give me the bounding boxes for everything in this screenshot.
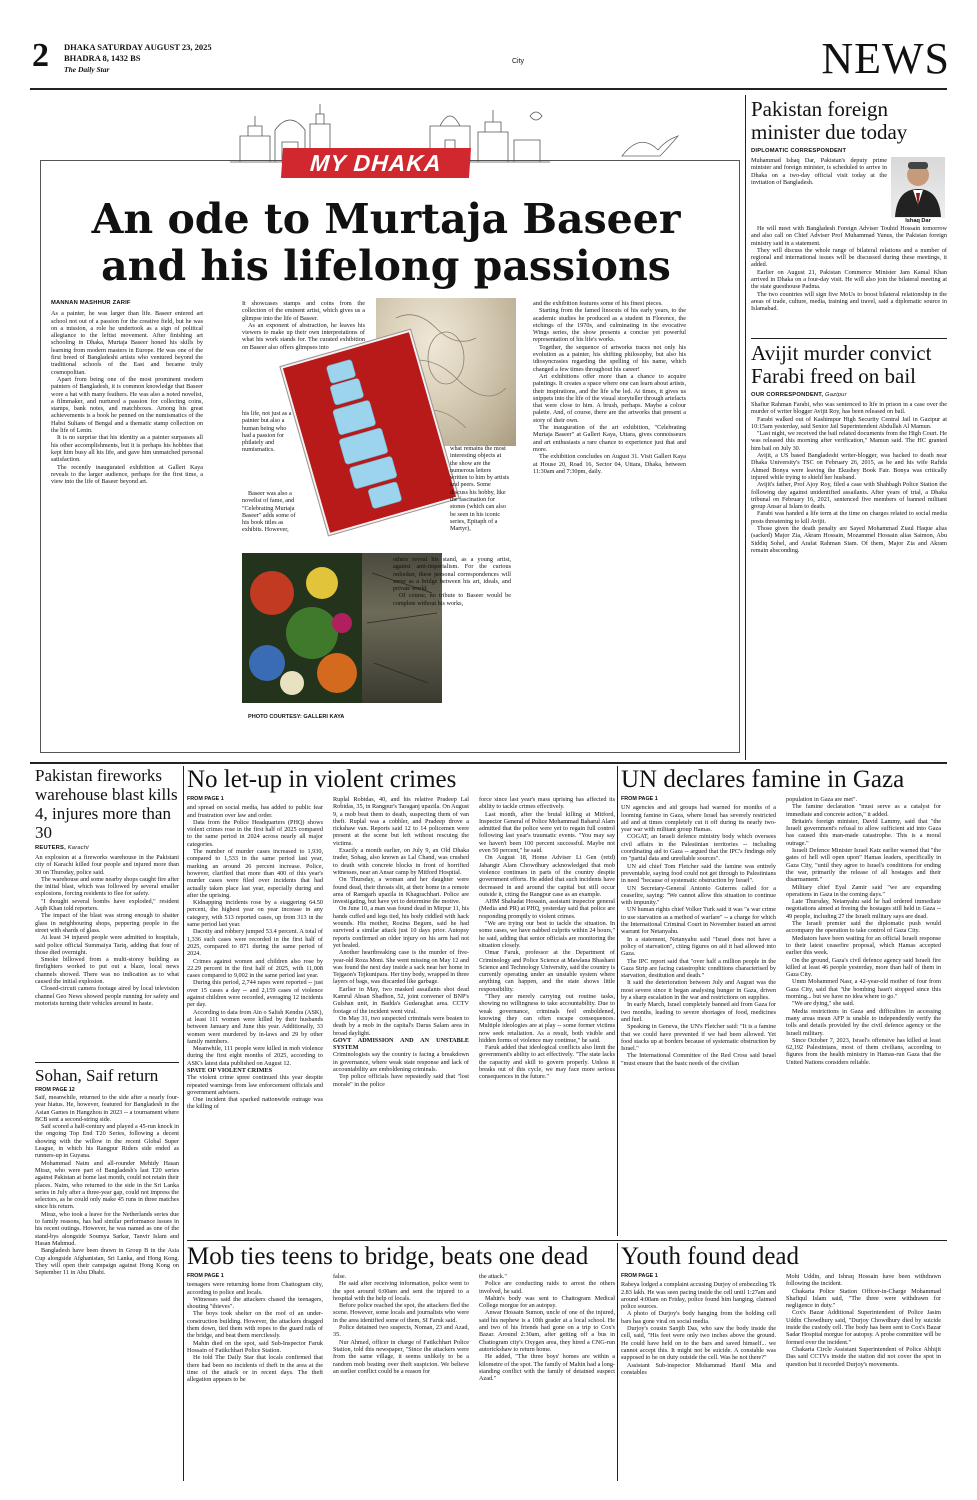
gaza-from: FROM PAGE 1 (621, 796, 658, 802)
gaza-story (621, 766, 947, 1236)
mid-page-rule (30, 762, 947, 764)
paragraph: "We are trying our best to tackle the situation. In some cases, we have nabbed culprits within 24 hours," he said, adding that senior officials are monitoring the situation closely. (479, 920, 615, 949)
paragraph: Before police reached the spot, the attackers fled the scene. However, some locals and journalists who were in the area identified some of them, SI Faruk said. (333, 1302, 469, 1324)
photo-caption: Ishaq Dar (891, 218, 945, 225)
paragraph: Avijit's father, Prof Ajoy Roy, filed a case with Shahbagh Police Station the following day against unidentified assailants. After years of trial, a Dhaka tribunal on February 16, 2021, sentenced five members of banned militant group Ansar al Islam to death. (751, 481, 947, 511)
paragraph: Last month, after the brutal killing at Mitford, Inspector General of Police Mohammad Baharul Alam admitted that the police were yet to regain full control following last year's traumatic events. "You may say we haven't been 100 percent successful. Maybe not even 50 percent," he said. (479, 810, 615, 855)
paragraph: In early March, Israel completely banned aid from Gaza for two months, leading to severe shortages of food, medicines and fuel. (621, 1001, 776, 1023)
paragraph: On June 10, a man was found dead in Mirpur 11, his hands cuffed and legs tied, his body riddled with hack wounds. His mother, Rozina Begum, said he had survived a similar attack just 10 days prior. Autopsy reports confirmed an older injury on his arm had not yet healed. (333, 905, 469, 949)
masthead-rule (30, 88, 947, 90)
paragraph: Mahin died on the spot, said Sub-Inspector Faruk Hossain of Fatikchhari Police Station. (187, 1339, 323, 1354)
paragraph: One incident that sparked nationwide outrage was the killing of (187, 1096, 323, 1111)
paragraph: Police detained two suspects, Noman, 23 and Azad, 35. (333, 1324, 469, 1339)
paragraph: The IPC report said that "over half a million people in the Gaza Strip are facing catastrophic conditions characterised by starvation, destitution and death." (621, 957, 776, 980)
paragraph: On the ground, Gaza's civil defence agency said Israeli fire killed at least 46 people yesterday, more than half of them in Gaza City. (786, 956, 941, 979)
paragraph: Criminologists say the country is facing a breakdown in governance, where weak state response and lack of accountability are emboldening criminals. (333, 1051, 469, 1073)
feature-col1 (51, 300, 203, 744)
paragraph: Nur Ahmed, officer in charge of Fatikchhari Police Station, told this newspaper, "Since the attackers were from the same village, it seems unlikely to be a random mob beating over theft suspicion. We believe an earlier conflict could be a reason for (333, 1338, 469, 1375)
paragraph: Assistant Sub-inspector Mohammad Hanif Mia and constables (621, 1361, 776, 1376)
youth-headline: Youth found dead (621, 1243, 800, 1270)
paragraph: At least 34 injured people were admitted to hospitals, said police official Summaiya Tariq, adding that four of those died overnight. (35, 934, 179, 956)
paragraph: Farabi was handed a life term at the time on charges related to social media posts threatening to kill Avijit. (751, 510, 947, 525)
paragraph: He said after receiving information, police went to the spot around 6:00am and sent the injured to a hospital with the help of locals. (333, 1280, 469, 1302)
paragraph: Together, the sequence of artworks traces not only his evolution as a painter, his shifting philosophy, but also his idiosyncrasies regarding the spelling of his name, which changed a few times throughout his career! (533, 343, 686, 373)
masthead (30, 40, 950, 86)
rail-divider (751, 338, 947, 339)
paragraph: The famine declaration "must serve as a catalyst for immediate and concrete action," it added. (786, 803, 941, 818)
feature-col2-bottom (242, 490, 300, 550)
bangla-date: BHADRA 8, 1432 BS (64, 53, 141, 63)
paragraph: Saif, meanwhile, returned to the side after a nearly four-year hiatus. He, however, featured for Bangladesh in the Asian Games in Hangzhou in 2023 -- a tournament where BCB sent a second-string side. (35, 1094, 179, 1123)
paragraph: The recently inaugurated exhibition at Galleri Kaya reveals to the larger audience, perhaps for the first time, a view into the life of Baseer beyond art. (51, 463, 203, 486)
subhead: GOVT ADMISSION AND AN UNSTABLE SYSTEM (333, 1036, 469, 1052)
paragraph: The number of murder cases increased to 1,930, compared to 1,533 in the same period last year, marking an around 26 percent increase. Police, however, clarified that more than 400 of this year's murder cases were filed over incidents that had actually taken place last year, especially during and after the uprising. (187, 848, 323, 899)
karachi-byline-place: Karachi (67, 845, 89, 851)
mob-col2 (333, 1273, 469, 1383)
paragraph: Durjoy's cousin Sanjib Das, who saw the body inside the cell, said, "His feet were only two inches above the ground. He could have held on to the bars and saved himself... we cannot accept this. It might not be suicide. A constable was supposed to be on duty outside the cell. Was he not there?" (621, 1325, 776, 1362)
paragraph: Dacoity and robbery jumped 53.4 percent. A total of 1,336 such cases were recorded in the first half of 2025, compared to 871 during the same period of 2024. (187, 928, 323, 958)
paragraph: As a painter, he was larger than life. Baseer entered art school not out of a passion for the creative field, but he was on a mission, a role he undertook as a sign of political allegiance to the leftist movement. After finishing art schooling in Dhaka, Murtaja Baseer honed his skills by learning from modern masters in Europe. He was one of the first breed of Bangladeshi artists who ventured beyond the traditional schools of the East and became truly cosmopolitan. (51, 310, 203, 376)
paragraph: Britain's foreign minister, David Lammy, said that "the Israeli government's refusal to allow sufficient aid into Gaza has caused this man-made catastrophe. This is a moral outrage." (786, 817, 941, 847)
paragraph: Kidnapping incidents rose by a staggering 64.50 percent, the highest year on year increase in any category, with 513 reported cases, up from 313 in the same period last year. (187, 899, 323, 929)
paragraph: Starting from the famed linocuts of his early years, to the academic studies he produced as a student in Florence, the etchings of the 1970s, and culminating in the evocative Wings series, the show presents a concise yet powerful representation of his life's works. (533, 307, 686, 344)
paragraph: The warehouse and some nearby shops caught fire after the initial blast, which was followed by several smaller explosions, forcing residents to flee for safety. (35, 875, 179, 898)
paragraph: Avijit, a US based Bangladeshi writer-blogger, was hacked to death near Dhaka University's TSC on February 26, 2015, as he and his wife Rafida Ahmed Bonya were leaving the Ekushey Book Fair. Bonya was critically injured while trying to shield her husband. (751, 452, 947, 481)
karachi-story (35, 766, 179, 1056)
paragraph: The exhibition concludes on August 31. Visit Galleri Kaya at House 20, Road 16, Sector 04, Uttara, Dhaka, between 11:30am and 7:30pm, daily. (533, 453, 686, 475)
paragraph: "They are merely carrying out routine tasks, showing no willingness to take accountability. Due to weak governance, criminals feel emboldened, knowing they can often escape consequences. Multiple ideologies are at play -- some former victims now seek retaliation. As a result, both visible and hidden forms of violence may continue," he said. (479, 993, 615, 1044)
left-col-rule (183, 766, 184, 1481)
paragraph: Speaking in Geneva, the UN's Fletcher said: "It is a famine that we could have prevented if we had been allowed. Yet food stacks up at borders because of systematic obstruction by Israel." (621, 1023, 776, 1053)
feature-byline: MANNAN MASHHUR ZARIF (51, 300, 131, 306)
paragraph: Mohammad Naim and all-rounder Mehidy Hasan Miraz, who were part of Bangladesh's last T20 series against Pakistan at home last month, could not retain their places. Naim, who returned to the side in the Sri Lanka series in July after a three-year gap, could not impress the selectors, as he could only make 45 runs in three matches since his return. (35, 1159, 179, 1211)
youth-col1 (621, 1273, 776, 1376)
paragraph: According to data from Ain o Salish Kendra (ASK), at least 111 women were killed by their husbands between January and June this year. Additionally, 33 women were murdered by in-laws and 29 by other family members. (187, 1008, 323, 1045)
paragraph: Anwar Hossain Sumon, uncle of one of the injured, said his nephew is a 10th grader at a local school. He and two of his friends had gone on a trip to Cox's Bazar. Around 2:30am, after getting off a bus in Chattogram city's Oxygen area, they hired a CNG-run autorickshaw to return home. (479, 1309, 615, 1353)
paragraph: Israeli Defence Minister Israel Katz earlier warned that "the gates of hell will open upon" Hamas leaders, specifically in Gaza City, "until they agree to Israel's conditions for ending the war, primarily the release of all hostages and their disarmament." (786, 847, 941, 884)
feature-col4 (533, 300, 686, 744)
youth-from: FROM PAGE 1 (621, 1273, 658, 1279)
avijit-byline-place: Gazipur (825, 392, 847, 398)
paragraph: COGAT, an Israeli defence ministry body which oversees civil affairs in the Palestinian territories -- including coordinating aid to Gaza -- argued that the IPC's findings rely on "partial data and unreliable sources". (621, 833, 776, 863)
paragraph: Mohi Uddin, and Ishraq Hossain have been withdrawn following the incident. (786, 1273, 941, 1288)
paragraph: It said the deterioration between July and August was the most severe since it began analysing hunger in Gaza, driven by a sharp escalation in the war and restrictions on supplies. (621, 979, 776, 1002)
paragraph: On May 31, two suspected criminals were beaten to death by a mob in the capital's Darus Salam area in broad daylight. (333, 1014, 469, 1037)
paragraph: Miraz, who took a leave for the Netherlands series due to family reasons, has had similar performance issues in his recent outings. However, he was named as one of the stand-bys alongside Soumya Sarkar, Tanvir Islam and Hasan Mahmud. (35, 1210, 179, 1247)
paragraph: the attack." (479, 1273, 507, 1280)
paragraph: others reveal his stand, as a young artist, against anti-imperialism. For the curious onlooker, these personal correspondences will serve as a bridge between his art, ideals, and private world. (393, 556, 511, 593)
paragraph: The impact of the blast was strong enough to shatter glass in neighbouring shops, peppering people in the street with shards of glass. (35, 912, 179, 934)
paragraph: "We are dying," she said. (792, 1000, 855, 1008)
paragraph: Cox's Bazar Additional Superintendent of Police Jasim Uddin Chowdhury said, "Durjoy Chowdhury died by suicide inside the custody cell. The body has been sent to Cox's Bazar Sadar Hospital morgue for autopsy. A probe committee will be formed over the incident." (786, 1309, 941, 1346)
paragraph: UN aid chief Tom Fletcher said the famine was entirely preventable, saying food could not get through to Palestinians in need "because of systematic obstruction by Israel". (621, 862, 776, 885)
crimes-col2 (333, 796, 469, 1111)
right-rail-rule (745, 95, 746, 760)
paragraph: Police are conducting raids to arrest the others involved, he said. (479, 1280, 615, 1295)
avijit-byline: OUR CORRESPONDENT, (751, 392, 824, 398)
paragraph: Those given the death penalty are Sayed Mohammad Ziaul Haque alias (sacked) Major Zia, Akram Hossain, Mozammel Hossain alias Saimon, Abu Siddiq Sohel, and Arafat Rahman Siam. Of them, Major Zia and Akram remain absconding. (751, 525, 947, 554)
paragraph: Meanwhile, 111 people were killed in mob violence during the first eight months of 2025, according to ASK's latest data published on August 12. (187, 1045, 323, 1067)
paragraph: Farabi walked out of Kashimpur High Security Central Jail in Gazipur at 10:15am yesterday, said Senior Jail Superintendent Abdullah Al Mamun. (751, 415, 947, 430)
paragraph: Ruplal Robidas, 40, and his relative Pradeep Lal Robidas, 35, in Rangpur's Taraganj upazila. On August 9, a mob beat them to death, suspecting them of van theft. Ruplal was a cobbler, and Pradeep drove a rickshaw van. Reports said 12 to 14 policemen were present at the scene but left without rescuing the victims. (333, 796, 469, 847)
paragraph: Apart from being one of the most prominent modern painters of Bangladesh, it is common knowledge that Baseer wore a hat with many feathers. He was also a noted novelist, a filmmaker, and nurtured a passion for collecting coins, stamps, bank notes, and matchboxes. Among his great achievements is a book he penned on the numismatics of the Habsi Sultans of Bengal and a thematic stamp collection on the life of Lenin. (51, 375, 203, 435)
paragraph: The inauguration of the art exhibition, "Celebrating Murtaja Baseer" at Galleri Kaya, Uttara, gives connoisseurs and art enthusiasts a rare chance to experience just that and more. (533, 424, 686, 453)
mob-headline: Mob ties teens to bridge, beats one dead (187, 1243, 589, 1270)
paragraph: Earlier in May, two masked assailants shot dead Kamrul Ahsan Shadhon, 52, joint convener of BNP's Gulshan unit, in Badda's Gudaraghat area. CCTV footage of the incident went viral. (333, 985, 469, 1015)
paragraph: Chakaria Police Station Officer-in-Charge Mohammad Shafiqul Islam said, "The three were withdrawn for negligence in duty." (786, 1287, 941, 1310)
paragraph: Rabeya lodged a complaint accusing Durjoy of embezzling Tk 2.83 lakh. He was seen pacing inside the cell until 1:27am and around 4:00am on Friday, police found him hanging, claimed police sources. (621, 1281, 776, 1311)
date-line: DHAKA SATURDAY AUGUST 23, 2025 (64, 42, 212, 52)
crimes-story (187, 766, 615, 1236)
paragraph: Chakaria Circle Assistant Superintendent of Police Abhijit Das said CCTVs inside the station did not cover the spot in question but it recorded Durjoy's movements. (786, 1345, 941, 1368)
feature-col2-narrow (242, 410, 294, 490)
pakistan-fm-headline: Pakistan foreign minister due today (751, 98, 908, 144)
paragraph: and the exhibition features some of his finest pieces. (533, 300, 663, 307)
gaza-col2 (786, 796, 941, 1067)
paragraph: UN Secretary-General Antonio Guterres called for a ceasefire, saying: "We cannot allow this situation to continue with impunity." (621, 884, 776, 907)
paragraph: Mahin's body was sent to Chattogram Medical College morgue for an autopsy. (479, 1294, 615, 1310)
paragraph: He added, "The three boys' homes are within a kilometre of the spot. The family of Mahin had a long-standing conflict with the family of detained suspect Azad." (479, 1353, 615, 1383)
sohan-from: FROM PAGE 12 (35, 1087, 75, 1093)
paragraph: Closed-circuit camera footage aired by local television channel Geo News showed people running for safety and motorists turning their vehicles around in haste. (35, 985, 179, 1007)
paragraph: Mediators have been waiting for an official Israeli response to their latest ceasefire proposal, which Hamas accepted earlier this week. (786, 934, 941, 957)
paragraph: false. (333, 1273, 347, 1280)
paragraph: In a statement, Netanyahu said "Israel does not have a policy of starvation", citing figures on aid it had allowed into Gaza. (621, 935, 776, 958)
paragraph: teenagers were returning home from Chattogram city, according to police and locals. (187, 1281, 323, 1296)
youth-col2 (786, 1273, 941, 1376)
paragraph: Media restrictions in Gaza and difficulties in accessing many areas mean AFP is unable to independently verify the tolls and details provided by the civil defence agency or the Israeli military. (786, 1007, 941, 1037)
paragraph: Data from the Police Headquarters (PHQ) shows violent crimes rose in the first half of 2025 compared to the same period in 2024 across nearly all major categories. (187, 818, 323, 848)
paragraph: UN human rights chief Volker Turk said it was "a war crime to use starvation as a method of warfare" -- a charge for which the International Criminal Court in November issued an arrest warrant for Netanyahu. (621, 906, 776, 936)
paper-name: The Daily Star (64, 65, 110, 74)
feature-banner-text: MY DHAKA (309, 150, 443, 176)
paragraph: AHM Shahadat Hossain, assistant inspector general (Media and PR) at PHQ, yesterday said that police are responding promptly to violent crimes. (479, 898, 615, 920)
crimes-gaza-rule (617, 766, 618, 1236)
karachi-divider (35, 1062, 179, 1063)
paragraph: It showcases stamps and coins from the collection of the eminent artist, which gives us a glimpse into the life of Baseer. (242, 300, 365, 322)
crimes-col1 (187, 796, 323, 1111)
lower-rule (187, 1240, 947, 1241)
paragraph: Top police officials have repeatedly said that "lost morale" in the police (333, 1073, 469, 1088)
paragraph: During this period, 2,744 rapes were reported -- just over 15 cases a day -- and 2,159 cases of violence against children were recorded, averaging 12 incidents per day. (187, 979, 323, 1009)
paragraph: As an exponent of abstraction, he leaves his viewers to make up their own interpretations of what his work stands for. The curated exhibition on Baseer also offers glimpses into (242, 321, 365, 351)
sohan-story (35, 1066, 179, 1481)
paragraph: Faruk added that ideological conflicts also limit the government's ability to act effectively. "The state lacks the capacity and skill to govern properly. Unless it breaks out of this cycle, we may face more serious consequences in the future." (479, 1044, 615, 1081)
paragraph: Smoke billowed from a multi-storey building as firefighters worked to put out a blaze, local news channels showed. There was no indication as to what caused the initial explosion. (35, 956, 179, 986)
paragraph: force since last year's mass uprising has affected its ability to tackle crimes effectively. (479, 796, 615, 811)
paragraph: what remains the most interesting objects at the show are the numerous letters written to him by artists and peers. Some discuss his hobby, like the fascination for stones (which can also be seen in his iconic series, Epitaph of a Martyr), (450, 445, 510, 533)
crimes-from: FROM PAGE 1 (187, 796, 224, 802)
paragraph: On Thursday, a woman and her daughter were found dead, their throats slit, at their home in a remote area of Ramgarh upazila in Khagrachhari. Police are investigating, but have yet to determine the motive. (333, 876, 469, 906)
paragraph: Another heartbreaking case is the murder of five-year-old Roza Moni. She went missing on May 12 and was found the next day inside a sack near her home in Tejgaon's Tejkunipara. Her tiny body, wrapped in three layers of bags, was discarded like garbage. (333, 949, 469, 986)
ishaq-dar-photo (891, 157, 945, 225)
paragraph: Saif scored a half-century and played a 45-run knock in the ongoing Top End T20 Series, following a decent showing with the willow in the recent Global Super League, in which his Rangpur Riders side ended as runners-up in Guyana. (35, 1123, 179, 1160)
paragraph: The International Committee of the Red Cross said Israel "must ensure that the basic needs of the civilian (621, 1052, 776, 1067)
page-number: 2 (32, 40, 49, 74)
feature-headline: An ode to Murtaja Baseer and his lifelong passions (91, 196, 681, 290)
photo-credit: PHOTO COURTESY: GALLERI KAYA (248, 714, 345, 720)
sohan-headline: Sohan, Saif return (35, 1066, 159, 1085)
feature-banner (281, 148, 471, 178)
paragraph: Shafiur Rahman Farabi, who was sentenced to life in prison in a case over the murder of writer blogger Avijit Roy, has been released on bail. (751, 401, 947, 416)
paragraph: He will meet with Bangladesh Foreign Adviser Touhid Hossain tomorrow and also call on Chief Adviser Prof Muhammad Yunus, the Pakistan foreign ministry said in a statement. (751, 225, 947, 247)
feature-col3-narrow (450, 445, 510, 555)
paragraph: Witnesses said the attackers chased the teenagers, shouting "thieves". (187, 1295, 323, 1311)
paragraph: Crimes against women and children also rose by 22.29 percent in the first half of 2025, with 11,008 cases compared to 9,002 in the same period last year. (187, 957, 323, 980)
feature-col3-wide (393, 556, 511, 746)
paragraph: population in Gaza are met". (786, 796, 858, 803)
paragraph: Late Thursday, Netanyahu said he had ordered immediate negotiations aimed at freeing the hostages still held in Gaza -- 49 people, including 27 the Israeli military says are dead. (786, 898, 941, 920)
mob-story (187, 1243, 615, 1483)
pakistan-fm-byline: DIPLOMATIC CORRESPONDENT (751, 148, 847, 154)
paragraph: and spread on social media, has added to public fear and frustration over law and order. (187, 804, 323, 819)
painting-abstract-color (242, 553, 362, 703)
gaza-col1 (621, 796, 776, 1067)
youth-story (621, 1243, 947, 1483)
mob-youth-rule (617, 1243, 618, 1481)
paragraph: Earlier on August 21, Pakistan Commerce Minister Jam Kamal Khan arrived in Dhaka on a four-day visit. He will also join the bilateral meeting at the state guesthouse Padma. (751, 268, 947, 291)
paragraph: Omar Faruk, professor at the Department of Criminology and Police Science at Mawlana Bhashani Science and Technology University, said the country is currently operating under an unstable system where anything can happen, and the state shows little responsibility. (479, 949, 615, 993)
gaza-headline: UN declares famine in Gaza (621, 766, 905, 793)
paragraph: The boys took shelter on the roof of an under-construction building. However, the attackers dragged them down, tied them with ropes to the guard rails of the bridge, and beat them mercilessly. (187, 1310, 323, 1340)
paragraph: UN agencies and aid groups had warned for months of a looming famine in Gaza, where Israel has severely restricted aid and at times completely cut it off during its nearly two-year war with militant group Hamas. (621, 804, 776, 834)
paragraph: Baseer was also a novelist of fame, and "Celebrating Murtaja Baseer" adds some of his book titles as exhibits. However, (242, 490, 296, 534)
subhead: SPATE OF VIOLENT CRIMES (187, 1066, 273, 1074)
mob-col3 (479, 1273, 615, 1383)
crimes-col3 (479, 796, 615, 1111)
paragraph: On August 18, Home Adviser Lt Gen (retd) Jahangir Alam Chowdhury acknowledged that mob violence continues in parts of the country despite government efforts. He added that such incidents have decreased in and around the capital but still occur outside it, citing the Rangpur case as an example. (479, 854, 615, 898)
mob-from: FROM PAGE 1 (187, 1273, 224, 1279)
paragraph: The violent crime spree continued this year despite repeated warnings from law enforcement officials and government advisers. (187, 1074, 323, 1096)
paragraph: Umm Mohammed Nasr, a 42-year-old mother of four from Gaza City, said that "the bombing hasn't stopped since this morning... but we have no idea where to go." (786, 978, 941, 1001)
avijit-story (751, 342, 947, 760)
paragraph: "Last night, we received the bail related documents from the High Court. He was released this morning after verification," Mamun said. The HC granted him bail on July 30. (751, 430, 947, 452)
karachi-byline: REUTERS, (35, 845, 66, 851)
paragraph: Bangladesh have been drawn in Group B in the Asia Cup alongside Afghanistan, Sri Lanka, and Hong Kong. They will open their campaign against Hong Kong on September 11 in Abu Dhabi. (35, 1247, 179, 1277)
paragraph: The Israeli premier said the diplomatic push would accompany the operation to take control of Gaza City. (786, 920, 941, 935)
paragraph: his life, not just as a painter but also a human being who had a passion for philately and numismatics. (242, 410, 292, 454)
paragraph: The two countries will sign five MoUs to boost bilateral relationship in the areas of trade, culture, media, training and travel, said a diplomatic source in Islamabad. (751, 290, 947, 313)
paragraph: Art exhibitions offer more than a chance to acquire paintings. It creates a space where one can learn about artists, their inspirations, and the life s/he led. At times, it gives us snippets into the life of the visual storyteller through artefacts that were close to him. A brush, perhaps. Maybe a colour palette. And, of course, there are the artworks that present a story of their own. (533, 372, 686, 424)
paragraph: An explosion at a fireworks warehouse in the Pakistani city of Karachi killed four people and injured more than 30 on Thursday, police said. (35, 854, 179, 876)
paragraph: Muhammad Ishaq Dar, Pakistan's deputy prime minister and foreign minister, is scheduled to arrive in Dhaka on a two-day official visit today at the invitation of Bangladesh. (751, 157, 887, 186)
section-title: NEWS (821, 40, 950, 83)
paragraph: A photo of Durjoy's body hanging from the holding cell bars has gone viral on social media. (621, 1310, 776, 1325)
paragraph: It is no surprise that his identity as a painter surpasses all his other accomplishments, but it is perhaps his hobbies that kept him busy all his life, and gave him unmatched personal satisfaction. (51, 434, 203, 464)
avijit-headline: Avijit murder convict Farabi freed on bail (751, 342, 932, 388)
paragraph: Exactly a month earlier, on July 9, an Old Dhaka trader, Sohag, also known as Lal Chand, was crushed to death with concrete blocks in front of horrified witnesses, near an Ansar camp by Mitford Hospital. (333, 847, 469, 876)
crimes-headline: No let-up in violent crimes (187, 766, 457, 793)
paragraph: "I thought several bombs have exploded," resident Aqib Khan told reporters. (35, 897, 179, 913)
paragraph: They will discuss the whole range of bilateral relations and a number of regional and international issues will be discussed during these meetings, it added. (751, 246, 947, 269)
mob-col1 (187, 1273, 323, 1383)
paragraph: Military chief Eyal Zamir said "we are expanding operations in Gaza in the coming days." (786, 883, 941, 898)
paragraph: Since October 7, 2023, Israel's offensive has killed at least 62,192 Palestinians, most of them civilians, according to figures from the health ministry in Hamas-run Gaza that the United Nations considers reliable. (786, 1036, 941, 1066)
paragraph: Of course, no tribute to Baseer would be complete without his works, (393, 592, 511, 607)
section-label: City (512, 58, 525, 65)
karachi-headline: Pakistan fireworks warehouse blast kills 4, injures more than 30 (35, 766, 178, 842)
paragraph: He told The Daily Star that locals confirmed that there had been no incidents of theft in the area at the time of the attack or in recent days. The theft allegation appears to be (187, 1354, 323, 1384)
feature-bird-doodle (620, 128, 680, 160)
